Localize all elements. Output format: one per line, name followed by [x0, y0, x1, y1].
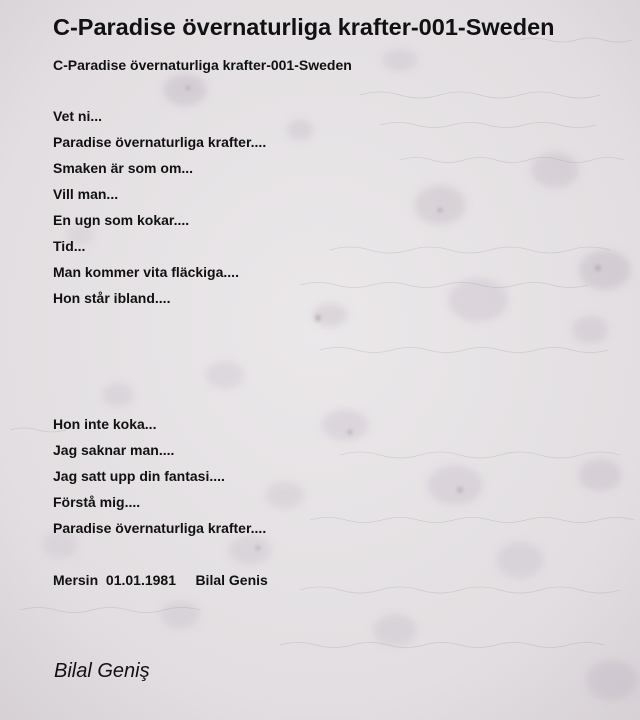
poem-line: Man kommer vita fläckiga....	[53, 264, 239, 280]
poem-footer	[53, 567, 268, 593]
footer-place: Mersin	[53, 572, 99, 588]
poem-line: En ugn som kokar....	[53, 212, 190, 228]
poem-line: Jag satt upp din fantasi....	[53, 468, 225, 484]
footer-gap	[98, 572, 106, 588]
poem-line: Förstå mig....	[53, 494, 141, 510]
poem-line: Paradise övernaturliga krafter....	[53, 520, 267, 536]
poem-line: Vet ni...	[53, 108, 103, 124]
footer-author: Bilal Genis	[195, 572, 268, 588]
poem-line: Hon står ibland....	[53, 290, 171, 306]
poem-line: Jag saknar man....	[53, 442, 175, 458]
footer-gap	[176, 572, 195, 588]
poem-subtitle: C-Paradise övernaturliga krafter-001-Sweden	[53, 57, 352, 73]
footer-date: 01.01.1981	[105, 572, 176, 588]
poem-line: Paradise övernaturliga krafter....	[53, 134, 267, 150]
poem-line: Smaken är som om...	[53, 160, 194, 176]
stanza-1	[53, 103, 266, 311]
poem-line: Hon inte koka...	[53, 416, 157, 432]
poem-line: Vill man...	[53, 186, 119, 202]
author-signature: Bilal Geniş	[54, 660, 150, 682]
poem-line: Tid...	[53, 238, 86, 254]
poem-title: C-Paradise övernaturliga krafter-001-Sweden	[53, 14, 555, 40]
stanza-2	[53, 411, 266, 541]
